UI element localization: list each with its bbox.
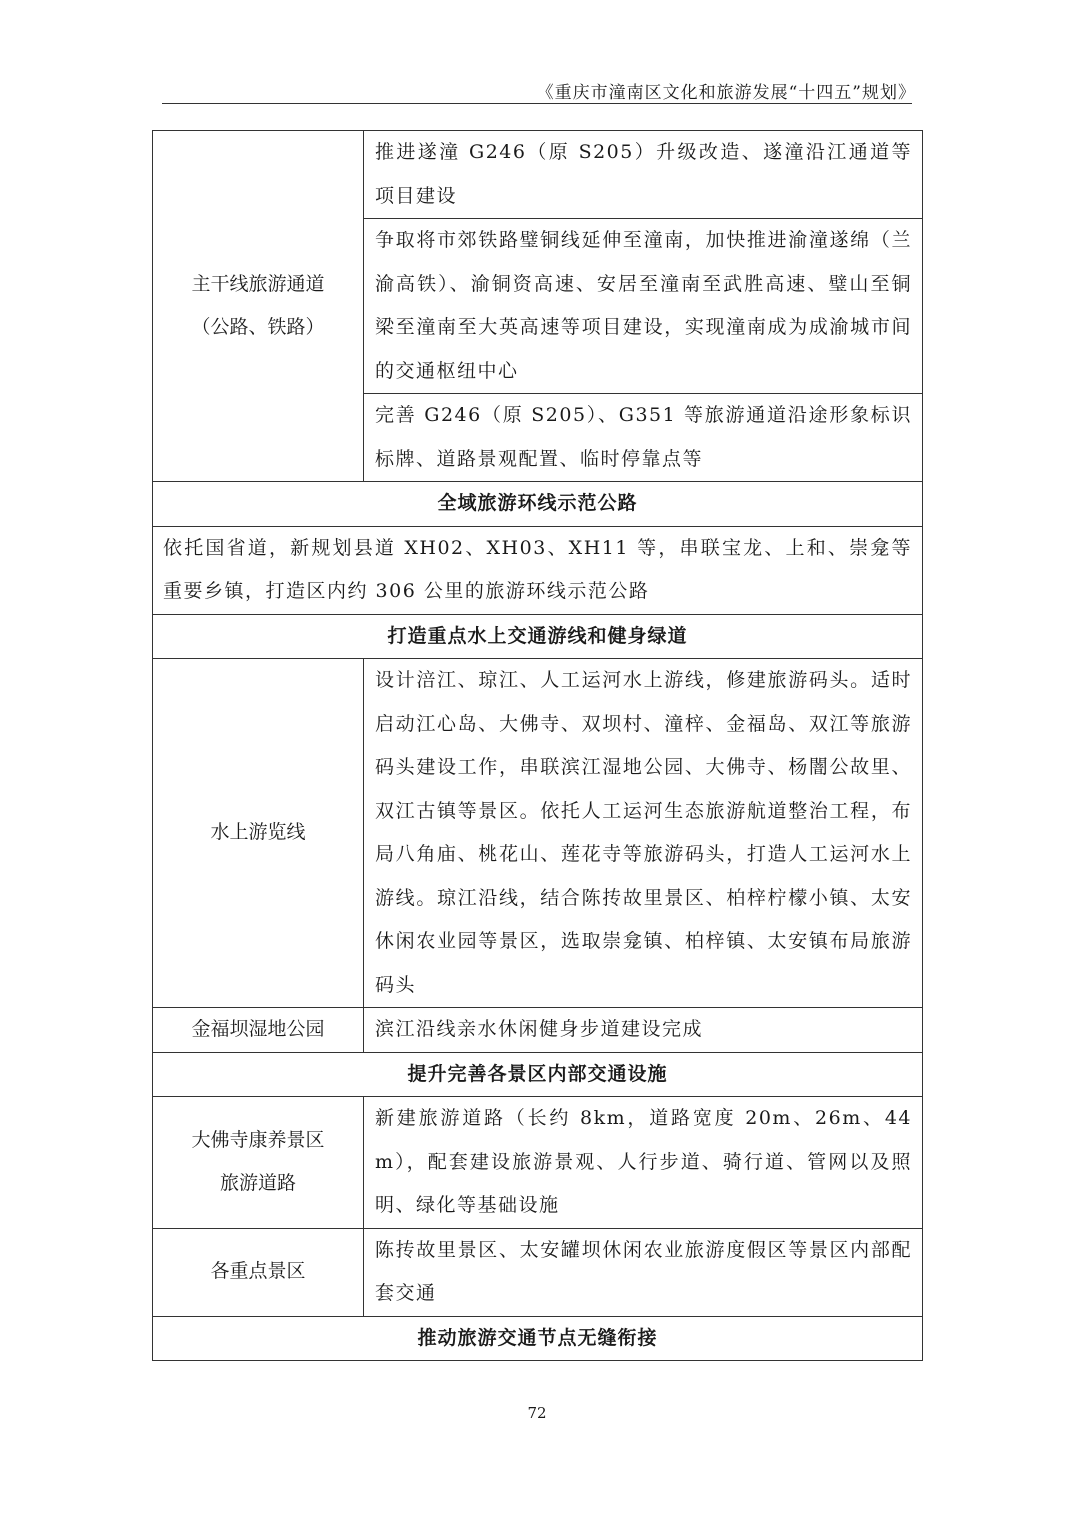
section-heading: 推动旅游交通节点无缝衔接 xyxy=(153,1316,923,1361)
table-row xyxy=(153,526,923,614)
section-heading: 提升完善各景区内部交通设施 xyxy=(153,1052,923,1097)
row-label xyxy=(153,1228,364,1316)
full-width-description: 依托国省道，新规划县道 XH02、XH03、XH11 等，串联宝龙、上和、崇龛等重要乡镇，打造区内约 306 公里的旅游环线示范公路 xyxy=(153,526,923,614)
section-row xyxy=(153,614,923,659)
section-row xyxy=(153,482,923,527)
row-label xyxy=(153,659,364,1008)
row-description: 新建旅游道路（长约 8km，道路宽度 20m、26m、44m），配套建设旅游景观、人行步道、骑行道、管网以及照明、绿化等基础设施 xyxy=(364,1097,923,1229)
row-label-line: 主干线旅游通道 xyxy=(191,272,325,295)
table-row xyxy=(153,1008,923,1053)
row-description: 争取将市郊铁路璧铜线延伸至潼南，加快推进渝潼遂绵（兰渝高铁）、渝铜资高速、安居至潼南至武胜高速、璧山至铜梁至潼南至大英高速等项目建设，实现潼南成为成渝城市间的交通枢纽中心 xyxy=(364,219,923,394)
section-heading: 打造重点水上交通游线和健身绿道 xyxy=(153,614,923,659)
row-label xyxy=(153,1097,364,1229)
table-row xyxy=(153,131,923,219)
row-description: 设计涪江、琼江、人工运河水上游线，修建旅游码头。适时启动江心岛、大佛寺、双坝村、潼梓、金福岛、双江等旅游码头建设工作，串联滨江湿地公园、大佛寺、杨闇公故里、双江古镇等景区。依托人工运河生态旅游航道整治工程，布局八角庙、桃花山、莲花寺等旅游码头，打造人工运河水上游线。琼江沿线，结合陈抟故里景区、柏梓柠檬小镇、太安休闲农业园等景区，选取崇龛镇、柏梓镇、太安镇布局旅游码头 xyxy=(364,659,923,1008)
row-label xyxy=(153,1008,364,1053)
row-label-line: 大佛寺康养景区 xyxy=(191,1128,325,1151)
document-header-title: 《重庆市潼南区文化和旅游发展“十四五”规划》 xyxy=(536,83,916,103)
section-row xyxy=(153,1316,923,1361)
row-description: 推进遂潼 G246（原 S205）升级改造、遂潼沿江通道等项目建设 xyxy=(364,131,923,219)
section-heading: 全域旅游环线示范公路 xyxy=(153,482,923,527)
row-description: 陈抟故里景区、太安罐坝休闲农业旅游度假区等景区内部配套交通 xyxy=(364,1228,923,1316)
table-row xyxy=(153,1228,923,1316)
table-row xyxy=(153,659,923,1008)
row-label xyxy=(153,131,364,482)
table-row xyxy=(153,1097,923,1229)
row-description: 完善 G246（原 S205）、G351 等旅游通道沿途形象标识标牌、道路景观配置、临时停靠点等 xyxy=(364,394,923,482)
row-label-line: 金福坝湿地公园 xyxy=(191,1018,325,1040)
page-number: 72 xyxy=(527,1404,547,1422)
row-description: 滨江沿线亲水休闲健身步道建设完成 xyxy=(364,1008,923,1053)
header-divider xyxy=(162,103,912,104)
row-label-line: 水上游览线 xyxy=(210,821,306,844)
plan-table xyxy=(152,130,923,1361)
row-label-line: 各重点景区 xyxy=(210,1260,306,1283)
row-label-line: 旅游道路 xyxy=(219,1172,296,1195)
row-label-line: （公路、铁路） xyxy=(191,316,325,338)
section-row xyxy=(153,1052,923,1097)
